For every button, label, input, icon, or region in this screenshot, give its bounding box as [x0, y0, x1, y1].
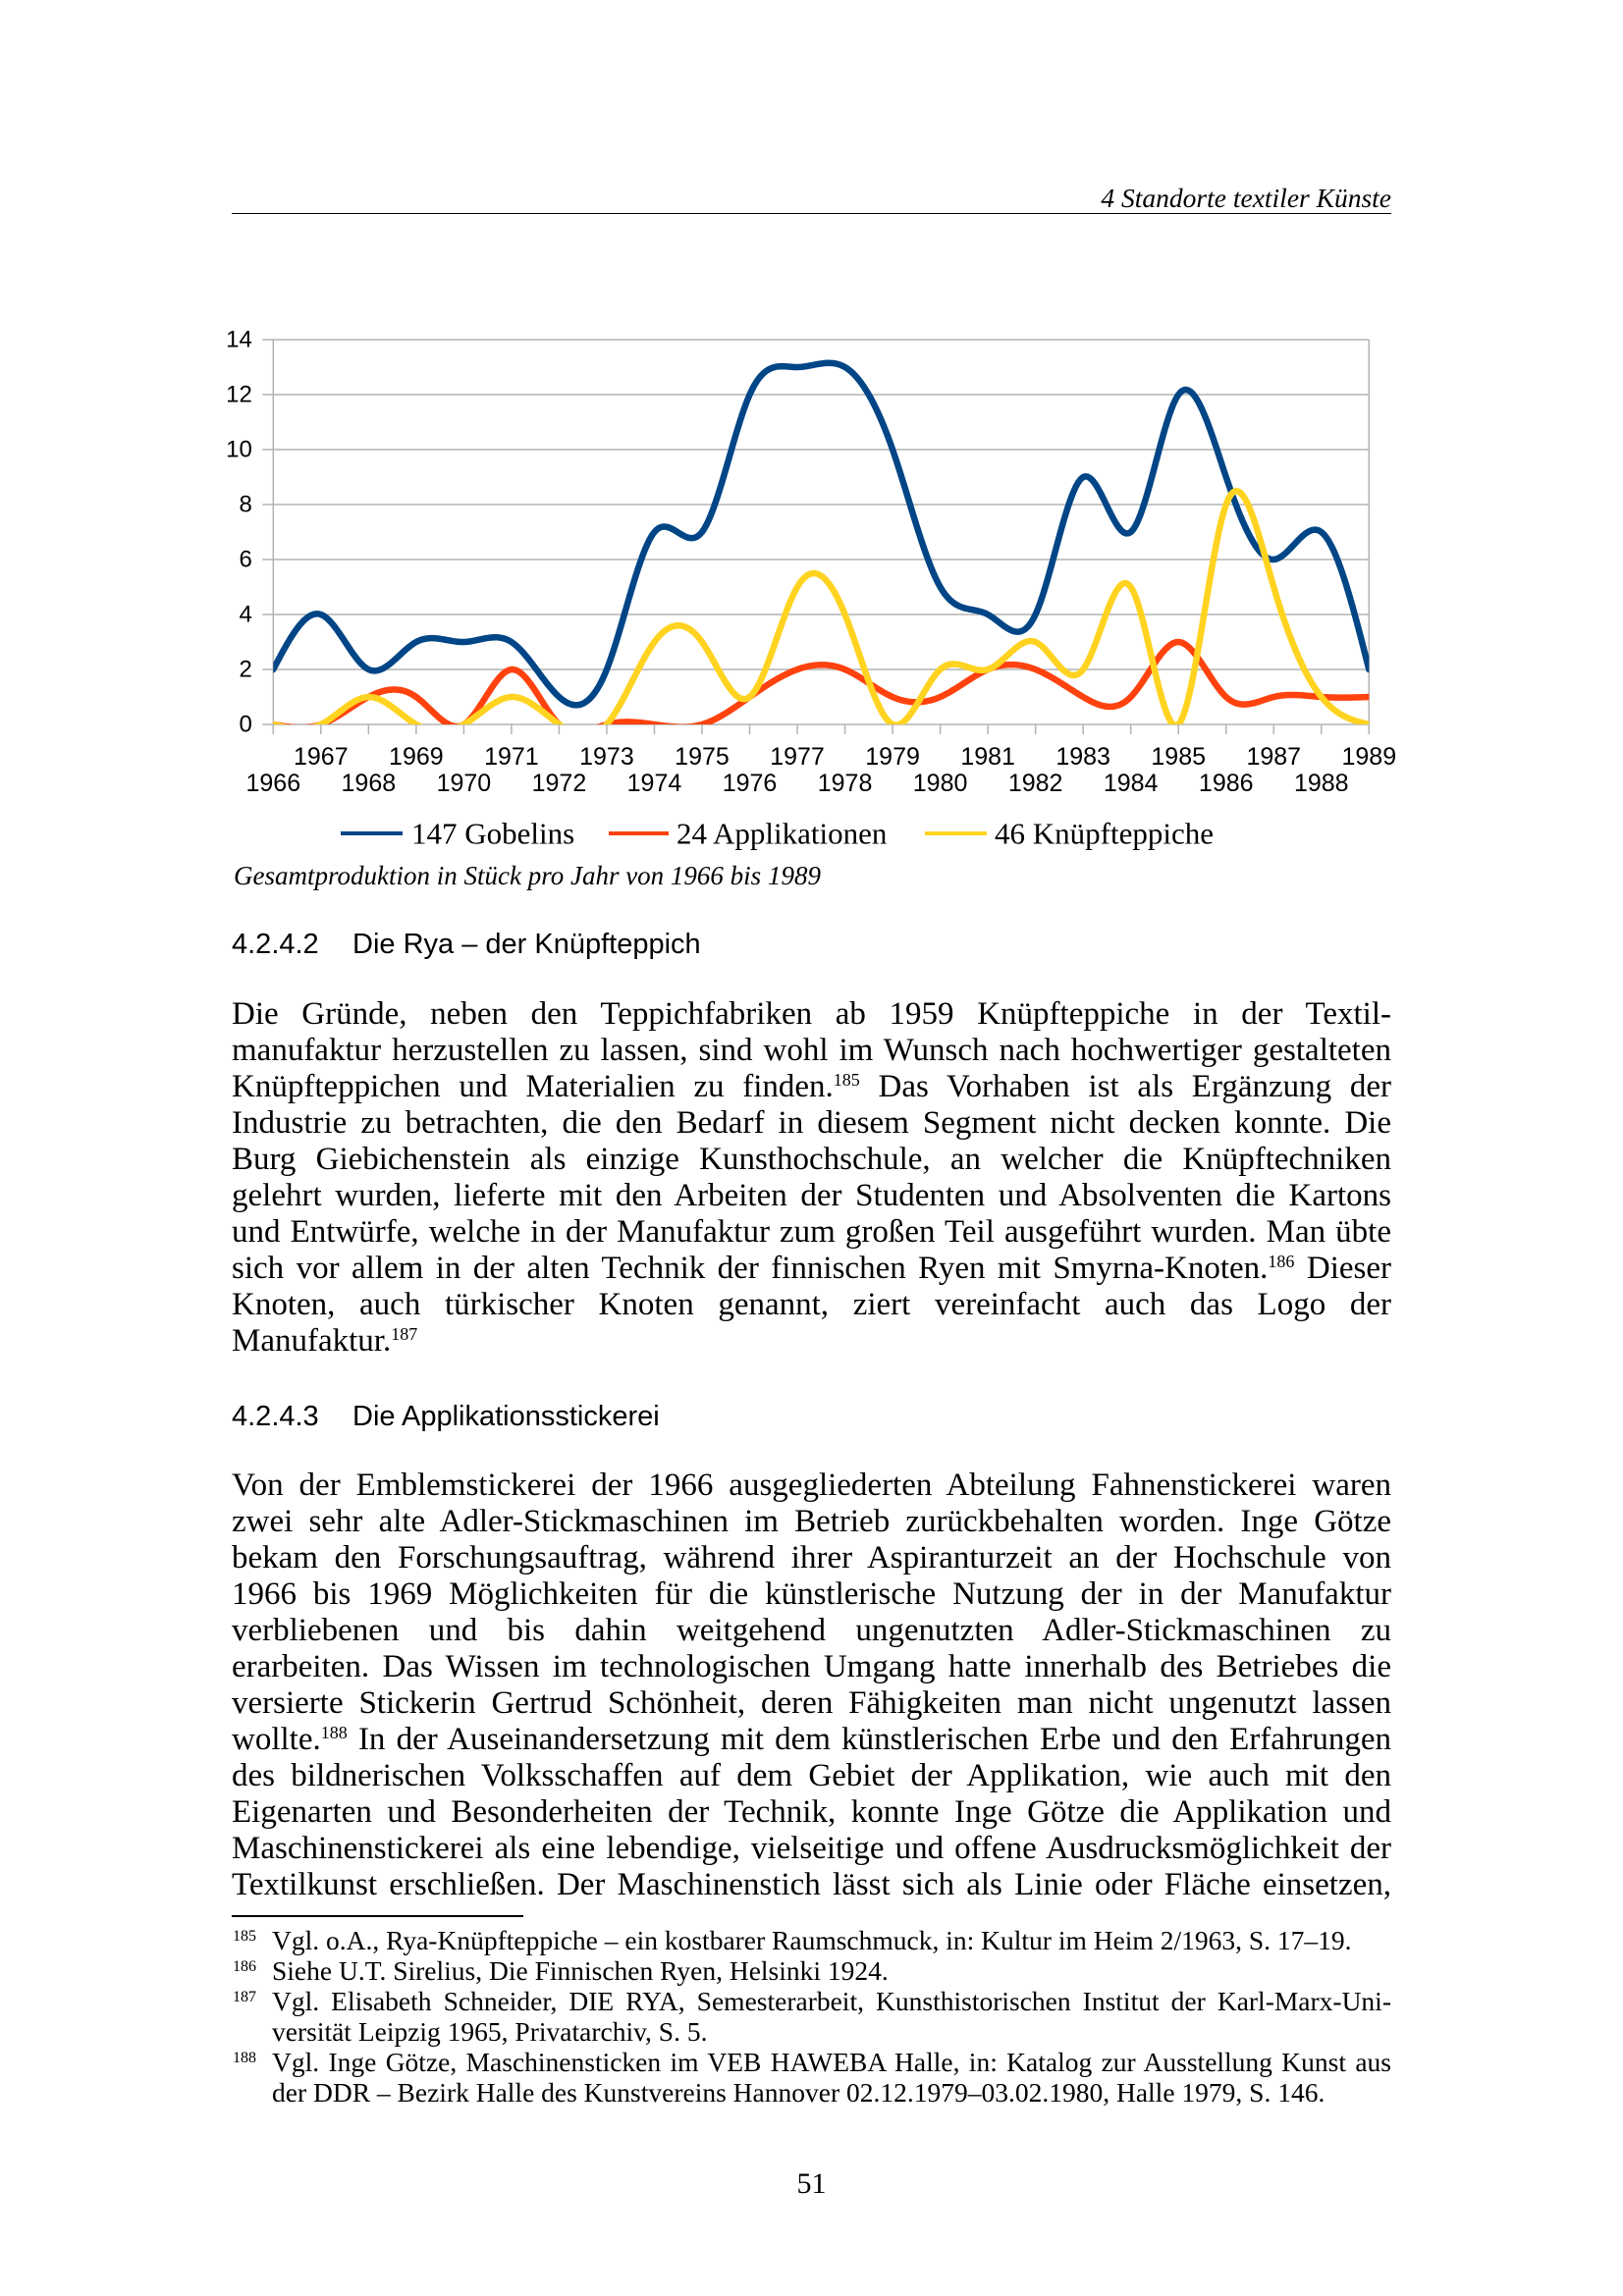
series-line-applikationen: [273, 642, 1369, 732]
section-title: Die Applikationsstickerei: [352, 1401, 660, 1432]
line-text: Dieser: [1294, 1251, 1391, 1286]
line-text: wollte.: [232, 1721, 321, 1757]
paragraph: [232, 1468, 1391, 1903]
series-line-gobelins: [273, 363, 1369, 706]
footnotes: [232, 1925, 1391, 2108]
footnote-line: der DDR – Bezirk Halle des Kunstvereins Hannover 02.12.1979–03.02.1980, Halle 1979, S. 146.: [272, 2077, 1325, 2108]
y-tick-label: 6: [239, 546, 252, 573]
x-tick-label: 1971: [484, 743, 539, 771]
x-tick-label: 1982: [1007, 770, 1063, 797]
footnote-line: Vgl. Inge Götze, Maschinensticken im VEB HAWEBA Halle, in: Katalog zur Ausstellung Kunst aus: [272, 2047, 1391, 2077]
series-lines: [273, 363, 1369, 736]
footnote-separator: [232, 1915, 523, 1917]
x-tick-label: 1967: [294, 743, 349, 771]
line-text: Die Gründe, neben den Teppichfabriken ab 1959 Knüpfteppiche in der Textil-: [232, 996, 1391, 1032]
line-text: Knüpfteppichen und Materialien zu finden.: [232, 1069, 834, 1104]
paragraph-line: [232, 1142, 1391, 1178]
line-text: Von der Emblemstickerei der 1966 ausgegliederten Abteilung Fahnenstickerei waren: [232, 1467, 1391, 1503]
section-title: Die Rya – der Knüpfteppich: [352, 929, 701, 960]
legend-item-knuepfteppiche: [925, 817, 1214, 851]
paragraph-line: [232, 1251, 1391, 1287]
footnote-number: 187: [233, 1989, 256, 2005]
x-tick-label: 1989: [1341, 743, 1397, 771]
paragraph-line: [232, 1105, 1391, 1142]
x-tick-label: 1980: [912, 770, 968, 797]
legend-label: 147 Gobelins: [411, 816, 575, 851]
section-heading: [232, 1399, 1391, 1434]
x-tick-label: 1981: [960, 743, 1015, 771]
legend-item-gobelins: [341, 817, 574, 851]
y-tick-label: 12: [226, 381, 252, 408]
footnote-number: 188: [233, 2050, 256, 2066]
line-text: In der Auseinandersetzung mit dem künstlerischen Erbe und den Erfahrungen: [347, 1721, 1391, 1757]
x-tick-label: 1983: [1055, 743, 1110, 771]
section-heading: [232, 927, 1391, 962]
line-text: sich vor allem in der alten Technik der finnischen Ryen mit Smyrna-Knoten.: [232, 1251, 1269, 1286]
series-line-knuepfteppiche: [273, 491, 1369, 735]
legend-item-applikationen: [609, 817, 888, 851]
running-header: 4 Standorte textiler Künste: [1101, 183, 1391, 213]
footnote-line: Siehe U.T. Sirelius, Die Finnischen Ryen, Helsinki 1924.: [272, 1955, 889, 1986]
line-text: Textilkunst erschließen. Der Maschinenstich lässt sich als Linie oder Fläche einsetzen,: [232, 1866, 1391, 1902]
paragraph-line: [232, 1033, 1391, 1069]
x-tick-label: 1978: [817, 770, 873, 797]
x-tick-label: 1976: [722, 770, 778, 797]
line-text: Burg Giebichenstein als einzige Kunsthochschule, an welcher die Knüpftechniken: [232, 1142, 1391, 1177]
x-tick-label: 1987: [1246, 743, 1302, 771]
x-tick-label: 1975: [675, 743, 730, 771]
x-tick-label: 1977: [770, 743, 825, 771]
x-tick-label: 1988: [1293, 770, 1349, 797]
line-text: bekam den Forschungsauftrag, während ihrer Aspiranturzeit an der Hochschule von: [232, 1539, 1391, 1575]
paragraph-line: [232, 1831, 1391, 1867]
paragraph-line: [232, 1069, 1391, 1105]
line-text: Eigenarten und Besonderheiten der Technik, konnte Inge Götze die Applikation und: [232, 1793, 1391, 1830]
footnote-line: Vgl. Elisabeth Schneider, DIE RYA, Semesterarbeit, Kunsthistorischen Institut der Karl-Marx-Uni-: [272, 1986, 1391, 2016]
line-text: 1966 bis 1969 Möglichkeiten für die künstlerische Nutzung der in der Manufaktur: [232, 1575, 1391, 1612]
line-text: versierte Stickerin Gertrud Schönheit, deren Fähigkeiten man nicht ungenutzt lassen: [232, 1684, 1391, 1721]
line-text: gelehrt wurden, lieferte mit den Arbeiten der Studenten und Absolventen die Kartons: [232, 1178, 1391, 1213]
gridlines: [262, 340, 1369, 734]
figure-caption: Gesamtproduktion in Stück pro Jahr von 1966 bis 1989: [234, 861, 821, 890]
x-tick-label: 1966: [245, 770, 301, 797]
legend: [341, 817, 1214, 851]
footnote-line: Vgl. o.A., Rya-Knüpfteppiche – ein kostbarer Raumschmuck, in: Kultur im Heim 2/1963, S. 17–19.: [272, 1925, 1352, 1955]
line-text: Das Vorhaben ist als Ergänzung der: [859, 1069, 1391, 1104]
line-text: Manufaktur.: [232, 1323, 392, 1359]
x-tick-label: 1984: [1103, 770, 1159, 797]
footnote-number: 186: [233, 1958, 256, 1975]
paragraph-line: [232, 1758, 1391, 1794]
y-tick-label: 4: [239, 601, 252, 628]
y-tick-label: 0: [239, 711, 252, 738]
x-tick-label: 1968: [341, 770, 397, 797]
footnote-line: versität Leipzig 1965, Privatarchiv, S. 5.: [272, 2016, 708, 2047]
paragraph-line: [232, 1323, 1391, 1360]
x-tick-label: 1974: [626, 770, 682, 797]
paragraph-line: [232, 1178, 1391, 1214]
x-tick-label: 1969: [389, 743, 444, 771]
paragraph-line: [232, 996, 1391, 1033]
line-text: verbliebenen und bis dahin weitgehend ungenutzten Adler-Stickmaschinen zu: [232, 1612, 1391, 1648]
line-text: Industrie zu betrachten, die den Bedarf in diesem Segment nicht decken konnte. Die: [232, 1105, 1391, 1141]
paragraph-line: [232, 1540, 1391, 1576]
paragraph-line: [232, 1867, 1391, 1903]
footnote-reference[interactable]: 188: [320, 1722, 348, 1742]
footnote: [232, 1986, 1391, 2047]
y-tick-label: 2: [239, 656, 252, 683]
y-tick-label: 10: [226, 436, 252, 463]
paragraph-line: [232, 1794, 1391, 1831]
paragraph-line: [232, 1685, 1391, 1722]
paragraph-line: [232, 1468, 1391, 1504]
footnote-reference[interactable]: 186: [1268, 1252, 1295, 1271]
paragraph-line: [232, 1287, 1391, 1323]
paragraph: [232, 996, 1391, 1360]
line-text: erarbeiten. Das Wissen im technologischen Umgang hatte innerhalb des Betriebes die: [232, 1648, 1391, 1684]
line-text: zwei sehr alte Adler-Stickmaschinen im Betrieb zurückbehalten worden. Inge Götze: [232, 1503, 1391, 1539]
line-text: Maschinenstickerei als eine lebendige, vielseitige und offene Ausdrucksmöglichkeit der: [232, 1830, 1391, 1866]
production-line-chart: [196, 314, 1434, 864]
section-number: 4.2.4.2: [232, 929, 319, 960]
paragraph-line: [232, 1722, 1391, 1758]
x-tick-label: 1973: [579, 743, 634, 771]
footnote-reference[interactable]: 187: [391, 1324, 418, 1344]
footnote: [232, 1925, 1391, 1955]
line-text: Knoten, auch türkischer Knoten genannt, ziert vereinfacht auch das Logo der: [232, 1287, 1391, 1322]
paragraph-line: [232, 1613, 1391, 1649]
footnote-reference[interactable]: 185: [833, 1070, 860, 1090]
x-tick-label: 1972: [531, 770, 587, 797]
section-number: 4.2.4.3: [232, 1401, 319, 1432]
legend-label: 46 Knüpfteppiche: [995, 816, 1214, 851]
paragraph-line: [232, 1504, 1391, 1540]
x-tick-label: 1986: [1198, 770, 1254, 797]
y-tick-label: 14: [226, 326, 252, 353]
line-text: des bildnerischen Volksschaffen auf dem Gebiet der Applikation, wie auch mit den: [232, 1757, 1391, 1793]
page-number: 51: [796, 2167, 827, 2200]
legend-label: 24 Applikationen: [676, 816, 888, 851]
x-tick-label: 1970: [436, 770, 492, 797]
line-text: und Entwürfe, welche in der Manufaktur zum großen Teil ausgeführt wurden. Man übte: [232, 1214, 1391, 1250]
footnote: [232, 2047, 1391, 2108]
line-text: manufaktur herzustellen zu lassen, sind wohl im Wunsch nach hochwertiger gestalteten: [232, 1033, 1391, 1068]
header-rule: [232, 213, 1391, 214]
paragraph-line: [232, 1576, 1391, 1613]
x-tick-label: 1985: [1151, 743, 1207, 771]
footnote-number: 185: [233, 1928, 256, 1945]
footnote: [232, 1955, 1391, 1986]
paragraph-line: [232, 1214, 1391, 1251]
x-tick-label: 1979: [865, 743, 920, 771]
y-tick-label: 8: [239, 491, 252, 518]
paragraph-line: [232, 1649, 1391, 1685]
